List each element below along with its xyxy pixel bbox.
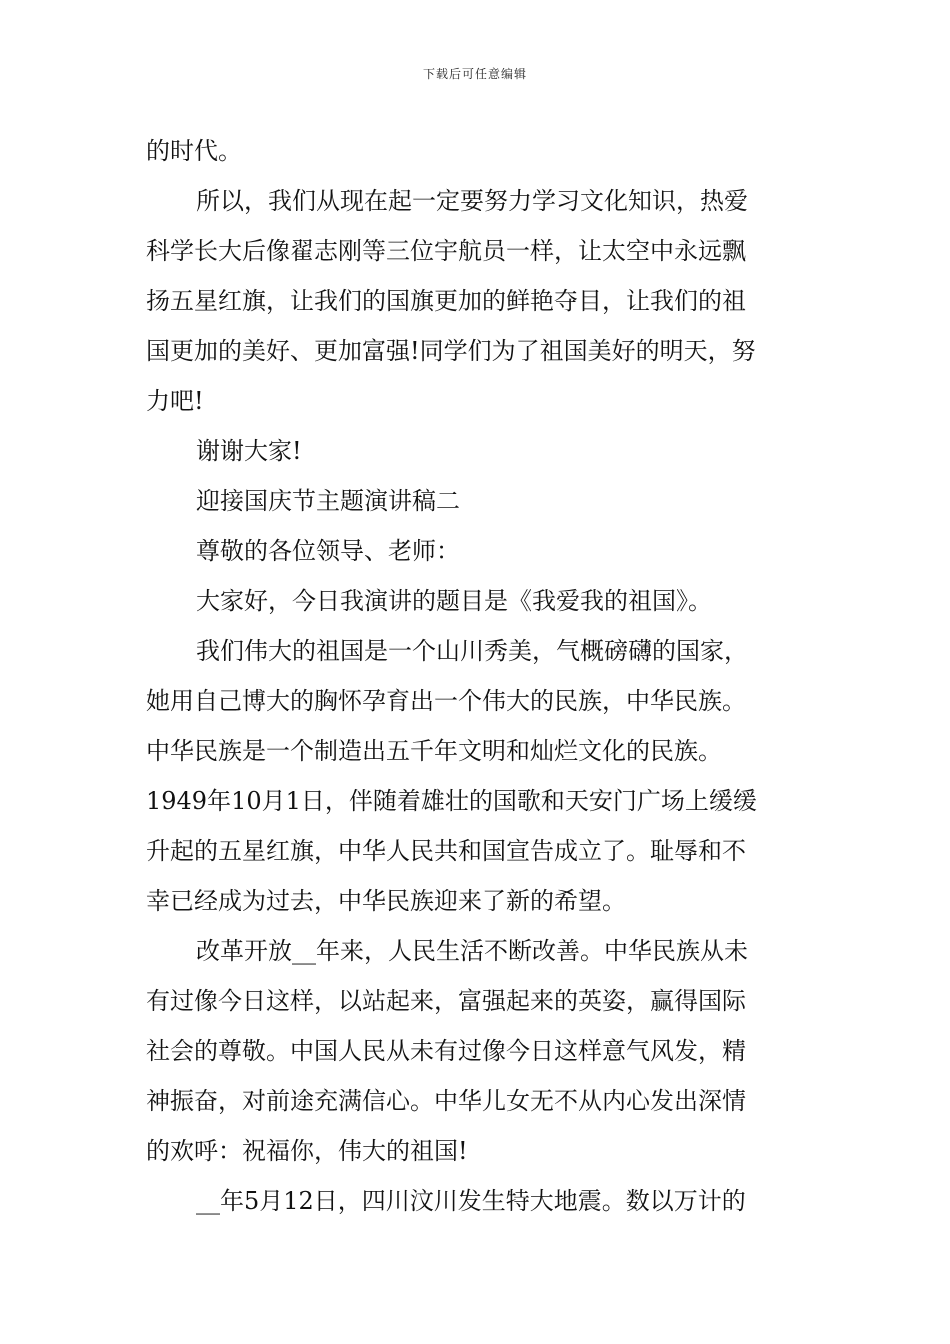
text-line: 有过像今日这样，以站起来，富强起来的英姿，赢得国际 — [146, 987, 746, 1015]
section-title: 迎接国庆节主题演讲稿二 — [196, 487, 460, 515]
text-line: 所以，我们从现在起一定要努力学习文化知识，热爱 — [196, 187, 748, 215]
text-line: 力吧! — [146, 387, 204, 415]
text-line: __年5月12日，四川汶川发生特大地震。数以万计的 — [196, 1187, 746, 1215]
text-line: 她用自己博大的胸怀孕育出一个伟大的民族，中华民族。 — [146, 687, 746, 715]
text-line: 我们伟大的祖国是一个山川秀美，气概磅礴的国家， — [196, 637, 748, 665]
text-line: 幸已经成为过去，中华民族迎来了新的希望。 — [146, 887, 626, 915]
text-line: 国更加的美好、更加富强!同学们为了祖国美好的明天，努 — [146, 337, 756, 365]
text-line: 社会的尊敬。中国人民从未有过像今日这样意气风发，精 — [146, 1037, 746, 1065]
page-header: 下载后可任意编辑 — [422, 67, 527, 81]
text-line: 改革开放__年来，人民生活不断改善。中华民族从未 — [196, 937, 748, 965]
text-line: 1949年10月1日，伴随着雄壮的国歌和天安门广场上缓缓 — [146, 787, 757, 815]
text-line: 扬五星红旗，让我们的国旗更加的鲜艳夺目，让我们的祖 — [146, 287, 746, 315]
salutation: 尊敬的各位领导、老师： — [196, 537, 460, 565]
document-body — [146, 126, 808, 1226]
text-line: 谢谢大家! — [196, 437, 302, 465]
text-line: 的时代。 — [146, 137, 242, 165]
text-line: 中华民族是一个制造出五千年文明和灿烂文化的民族。 — [146, 737, 722, 765]
text-line: 升起的五星红旗，中华人民共和国宣告成立了。耻辱和不 — [146, 837, 746, 865]
text-line: 大家好，今日我演讲的题目是《我爱我的祖国》。 — [196, 587, 712, 615]
text-line: 科学长大后像翟志刚等三位宇航员一样，让太空中永远飘 — [146, 237, 746, 265]
text-line: 的欢呼：祝福你，伟大的祖国! — [146, 1137, 468, 1165]
text-line: 神振奋，对前途充满信心。中华儿女无不从内心发出深情 — [146, 1087, 746, 1115]
